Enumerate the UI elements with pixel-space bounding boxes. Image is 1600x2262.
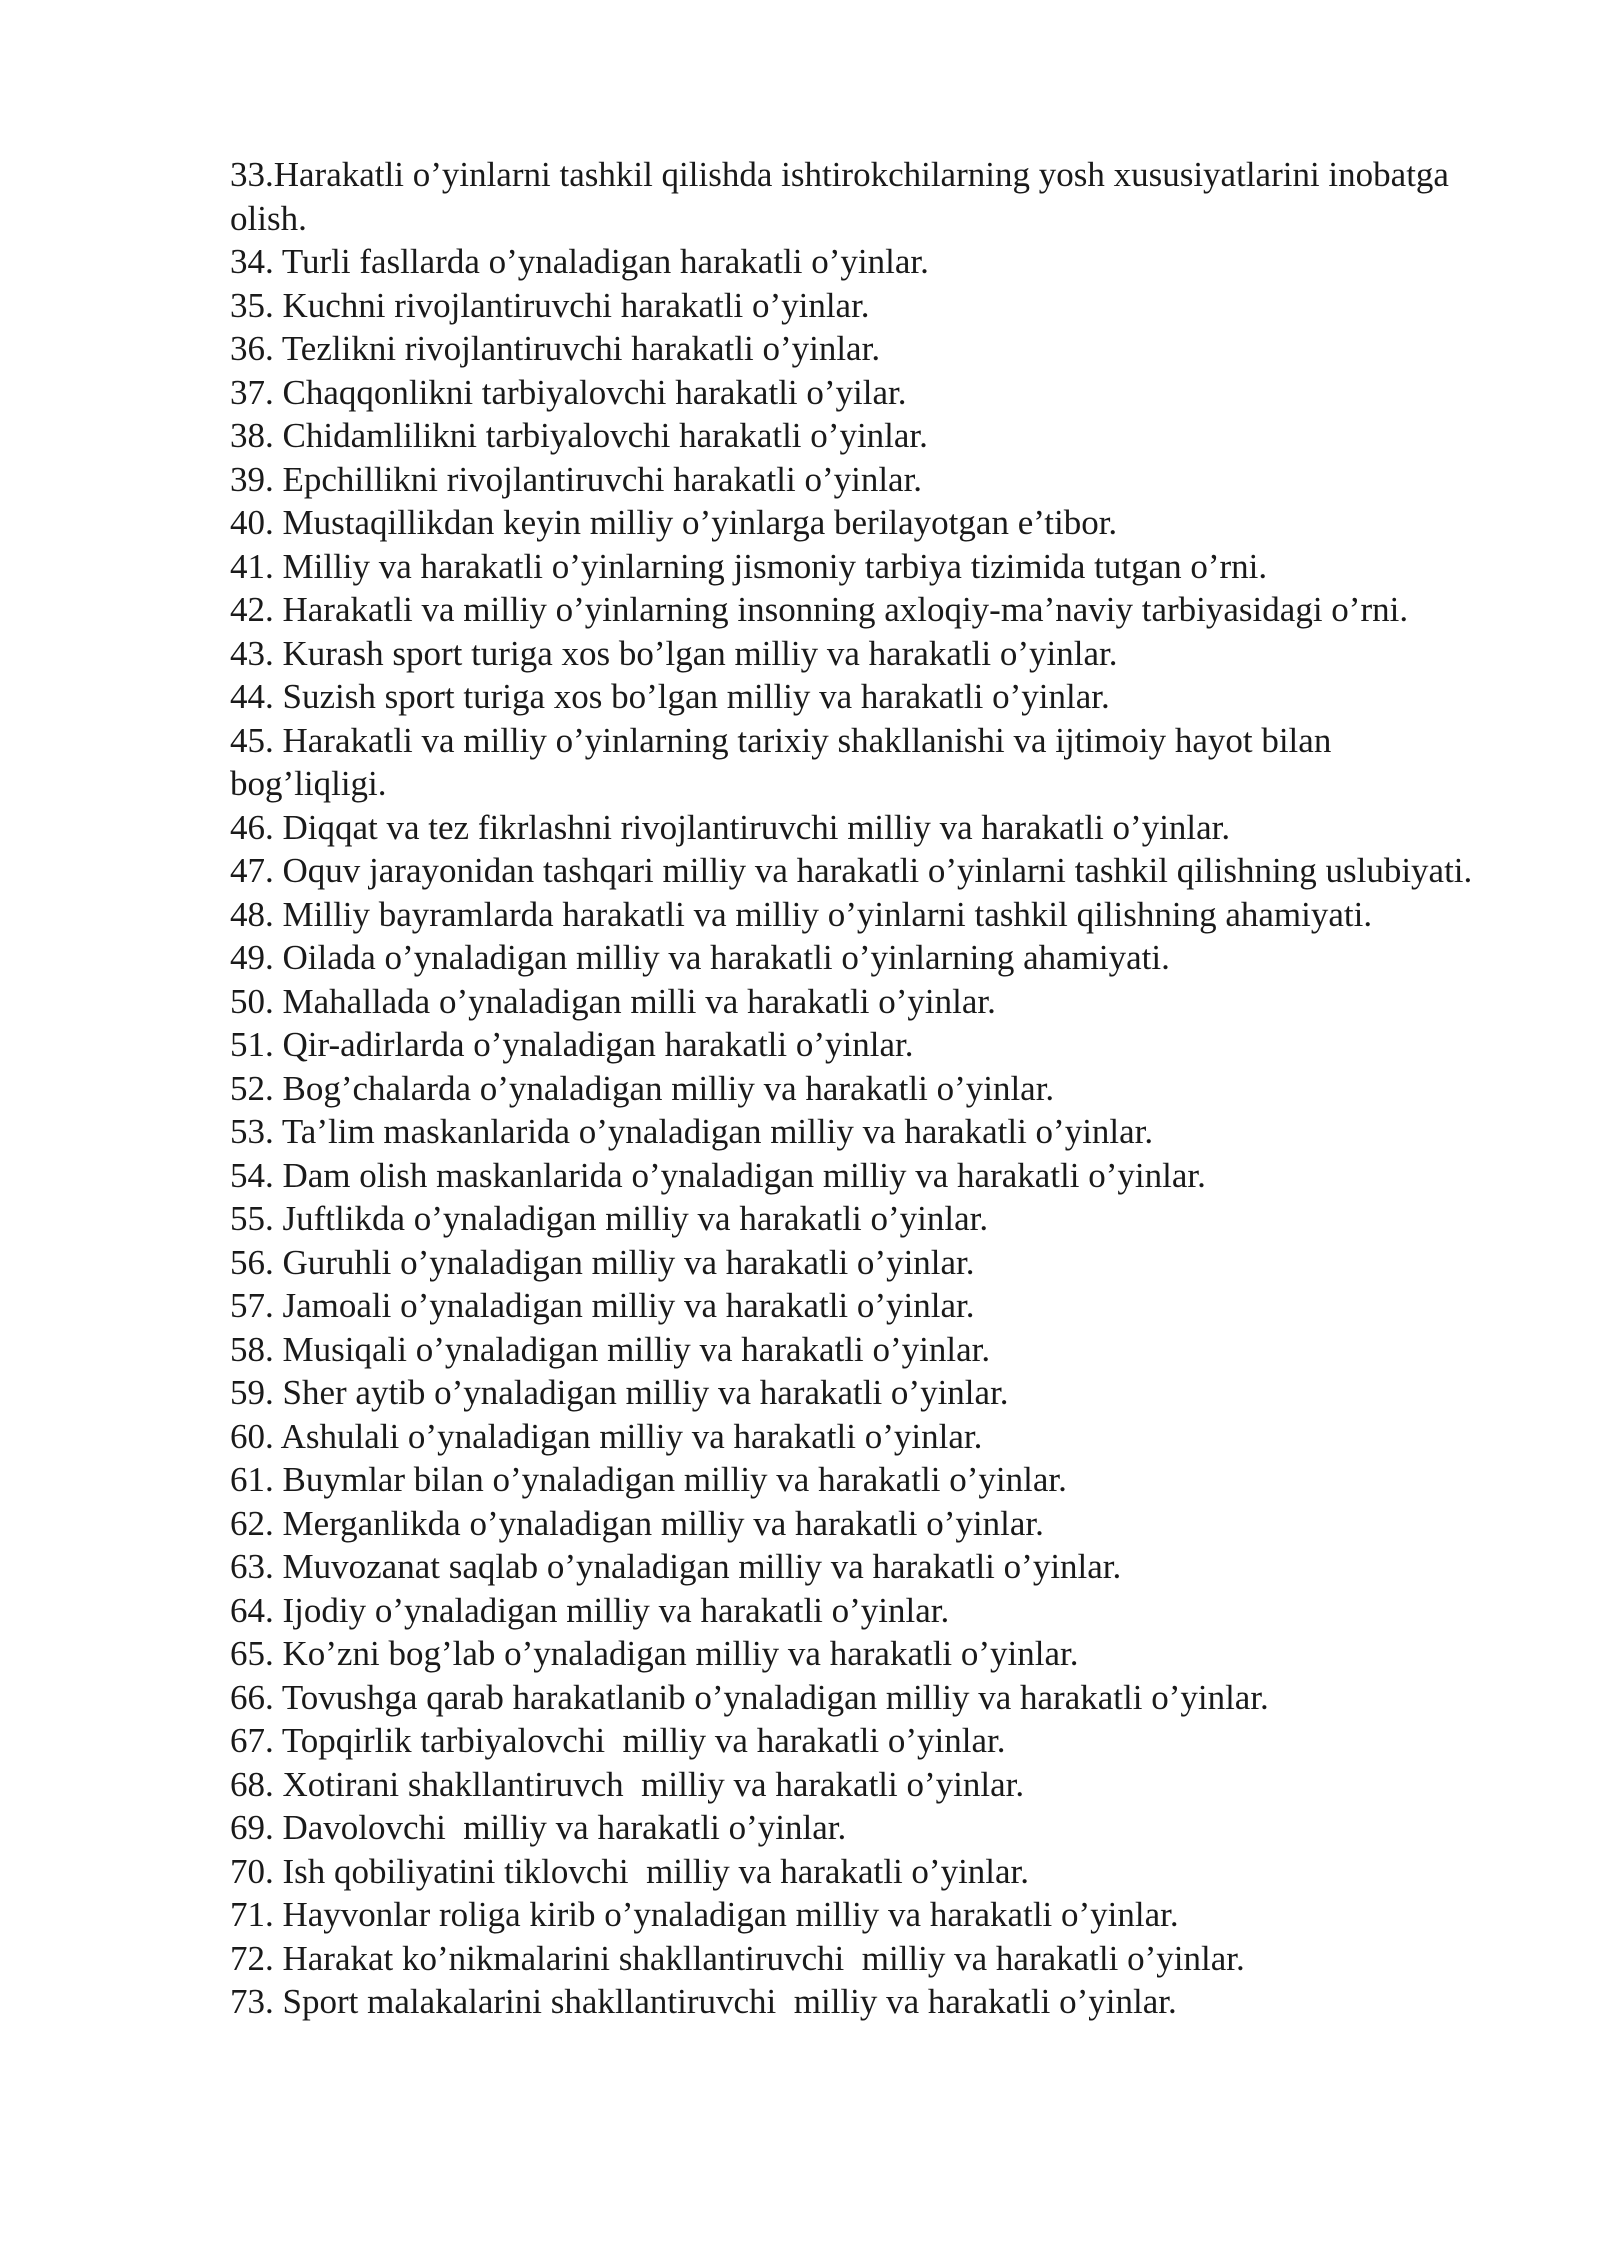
- list-item: 49. Oilada o’ynaladigan milliy va harakatli o’yinlarning ahamiyati.: [230, 938, 1170, 977]
- list-item: 34. Turli fasllarda o’ynaladigan harakatli o’yinlar.: [230, 242, 929, 281]
- list-item: 67. Topqirlik tarbiyalovchi milliy va harakatli o’yinlar.: [230, 1721, 1006, 1760]
- list-item: 53. Ta’lim maskanlarida o’ynaladigan milliy va harakatli o’yinlar.: [230, 1112, 1154, 1151]
- list-item: 63. Muvozanat saqlab o’ynaladigan milliy va harakatli o’yinlar.: [230, 1547, 1122, 1586]
- list-item: 46. Diqqat va tez fikrlashni rivojlantiruvchi milliy va harakatli o’yinlar.: [230, 807, 1231, 847]
- list-item: 73. Sport malakalarini shakllantiruvchi milliy va harakatli o’yinlar.: [230, 1982, 1177, 2021]
- list-item: 43. Kurash sport turiga xos bo’lgan milliy va harakatli o’yinlar.: [230, 633, 1118, 673]
- list-item: 57. Jamoali o’ynaladigan milliy va harakatli o’yinlar.: [230, 1286, 975, 1325]
- list-item: 68. Xotirani shakllantiruvch milliy va harakatli o’yinlar.: [230, 1764, 1025, 1804]
- list-item: 50. Mahallada o’ynaladigan milli va harakatli o’yinlar.: [230, 981, 996, 1021]
- list-item: 44. Suzish sport turiga xos bo’lgan milliy va harakatli o’yinlar.: [230, 677, 1110, 716]
- list-item: 70. Ish qobiliyatini tiklovchi milliy va harakatli o’yinlar.: [230, 1851, 1030, 1891]
- list-item: 39. Epchillikni rivojlantiruvchi harakatli o’yinlar.: [230, 459, 923, 499]
- list-item: 33.Harakatli o’yinlarni tashkil qilishda ishtirokchilarning yosh xususiyatlarini inobatga olish.: [230, 155, 1458, 238]
- list-item: 38. Chidamlilikni tarbiyalovchi harakatli o’yinlar.: [230, 416, 928, 455]
- list-item: 35. Kuchni rivojlantiruvchi harakatli o’yinlar.: [230, 285, 870, 325]
- list-item: 42. Harakatli va milliy o’yinlarning insonning axloqiy-ma’naviy tarbiyasidagi o’rni.: [230, 590, 1409, 629]
- list-item: 69. Davolovchi milliy va harakatli o’yinlar.: [230, 1808, 847, 1847]
- topic-list: [230, 153, 1480, 2024]
- list-item: 52. Bog’chalarda o’ynaladigan milliy va harakatli o’yinlar.: [230, 1068, 1055, 1108]
- list-item: 64. Ijodiy o’ynaladigan milliy va harakatli o’yinlar.: [230, 1590, 950, 1630]
- list-item: 56. Guruhli o’ynaladigan milliy va harakatli o’yinlar.: [230, 1242, 975, 1282]
- list-item: 45. Harakatli va milliy o’yinlarning tarixiy shakllanishi va ijtimoiy hayot bilan bog’liqligi.: [230, 720, 1341, 803]
- list-item: 66. Tovushga qarab harakatlanib o’ynaladigan milliy va harakatli o’yinlar.: [230, 1677, 1269, 1717]
- list-item: 65. Ko’zni bog’lab o’ynaladigan milliy va harakatli o’yinlar.: [230, 1634, 1079, 1673]
- list-item: 60. Ashulali o’ynaladigan milliy va harakatli o’yinlar.: [230, 1416, 983, 1456]
- list-item: 54. Dam olish maskanlarida o’ynaladigan milliy va harakatli o’yinlar.: [230, 1155, 1206, 1195]
- list-item: 58. Musiqali o’ynaladigan milliy va harakatli o’yinlar.: [230, 1329, 991, 1369]
- list-item: 41. Milliy va harakatli o’yinlarning jismoniy tarbiya tizimida tutgan o’rni.: [230, 546, 1268, 586]
- list-item: 59. Sher aytib o’ynaladigan milliy va harakatli o’yinlar.: [230, 1373, 1009, 1412]
- list-item: 47. Oquv jarayonidan tashqari milliy va harakatli o’yinlarni tashkil qilishning uslubiyati.: [230, 851, 1473, 890]
- list-item: 37. Chaqqonlikni tarbiyalovchi harakatli o’yilar.: [230, 372, 907, 412]
- list-item: 55. Juftlikda o’ynaladigan milliy va harakatli o’yinlar.: [230, 1199, 989, 1238]
- list-item: 48. Milliy bayramlarda harakatli va milliy o’yinlarni tashkil qilishning ahamiyati.: [230, 894, 1373, 934]
- list-item: 51. Qir-adirlarda o’ynaladigan harakatli o’yinlar.: [230, 1025, 914, 1064]
- list-item: 40. Mustaqillikdan keyin milliy o’yinlarga berilayotgan e’tibor.: [230, 503, 1118, 542]
- list-item: 71. Hayvonlar roliga kirib o’ynaladigan milliy va harakatli o’yinlar.: [230, 1895, 1179, 1934]
- list-item: 36. Tezlikni rivojlantiruvchi harakatli o’yinlar.: [230, 329, 881, 368]
- list-item: 72. Harakat ko’nikmalarini shakllantiruvchi milliy va harakatli o’yinlar.: [230, 1938, 1245, 1978]
- list-item: 61. Buymlar bilan o’ynaladigan milliy va harakatli o’yinlar.: [230, 1460, 1067, 1499]
- list-item: 62. Merganlikda o’ynaladigan milliy va harakatli o’yinlar.: [230, 1503, 1044, 1543]
